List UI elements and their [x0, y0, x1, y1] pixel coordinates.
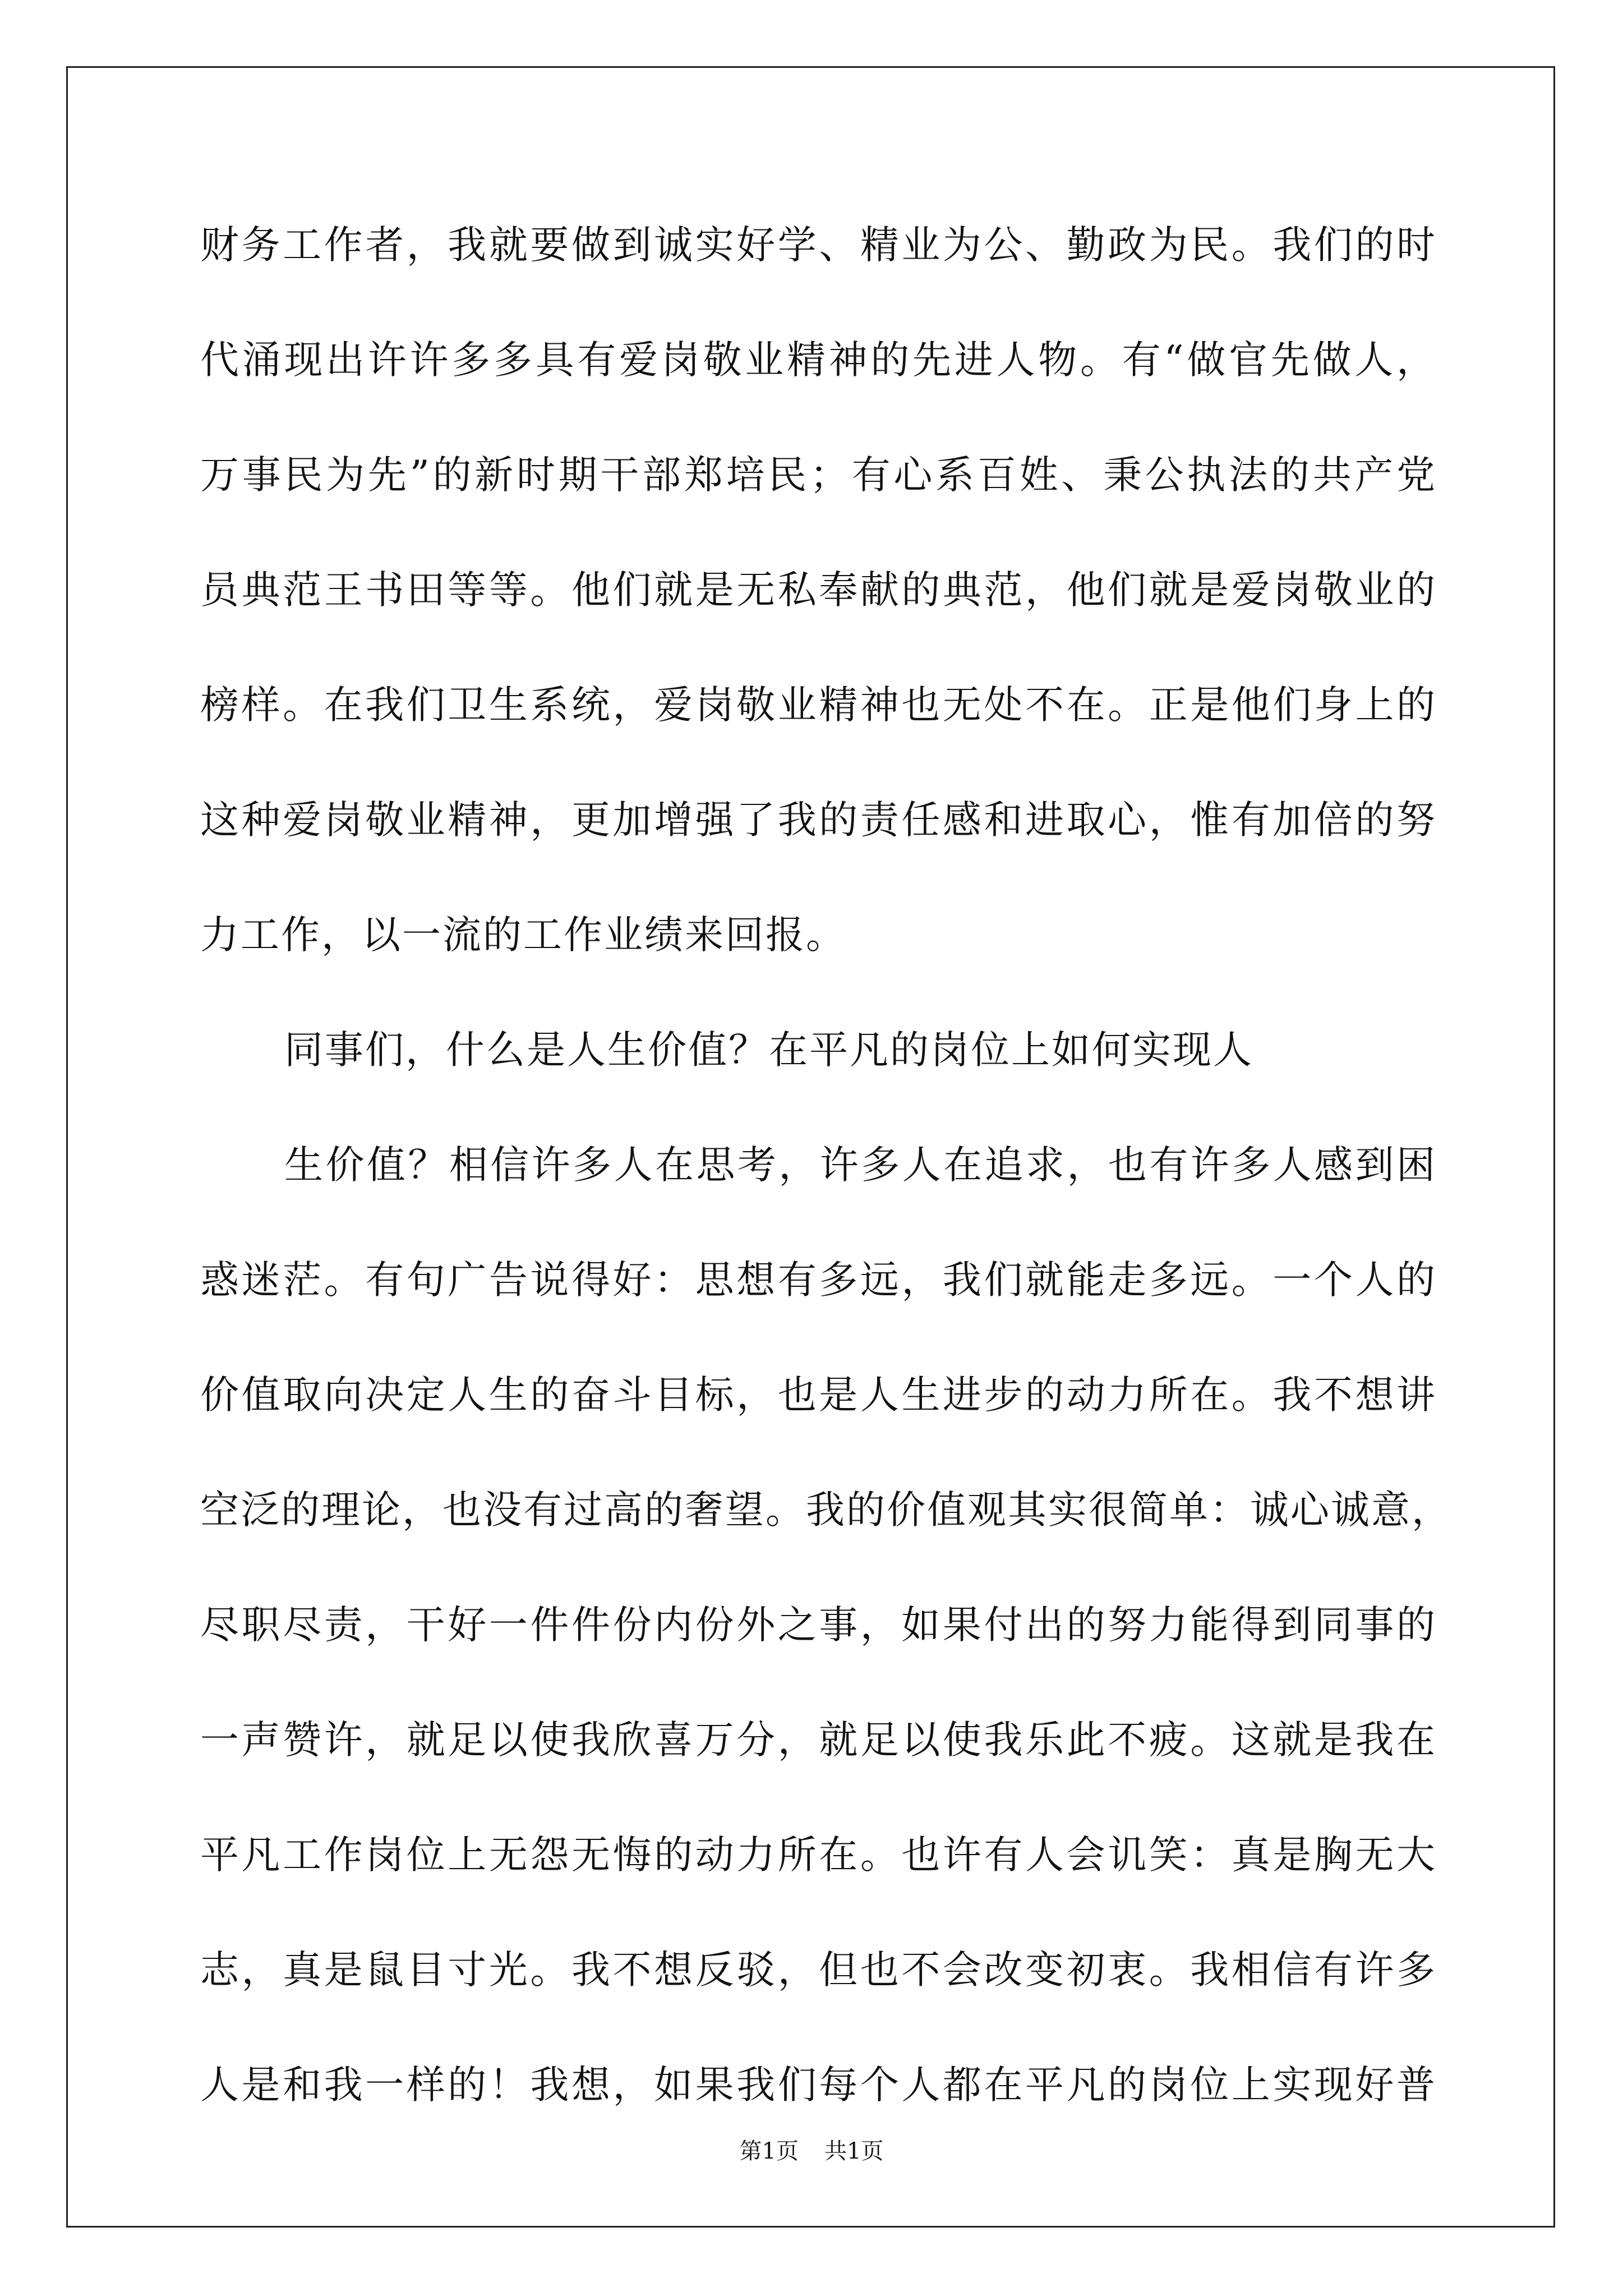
text-line: 人是和我一样的！我想，如果我们每个人都在平凡的岗位上实现好普 — [200, 2063, 1437, 2108]
text-line: 这种爱岗敬业精神，更加增强了我的责任感和进取心，惟有加倍的努 — [200, 798, 1437, 843]
text-line: 员典范王书田等等。他们就是无私奉献的典范，他们就是爱岗敬业的 — [200, 568, 1437, 613]
text-line: 力工作，以一流的工作业绩来回报。 — [200, 913, 846, 958]
page-footer — [0, 2134, 1623, 2168]
text-line: 生价值？相信许多人在思考，许多人在追求，也有许多人感到困 — [284, 1143, 1437, 1188]
text-line: 榜样。在我们卫生系统，爱岗敬业精神也无处不在。正是他们身上的 — [200, 683, 1437, 728]
text-line: 一声赞许，就足以使我欣喜万分，就足以使我乐此不疲。这就是我在 — [200, 1718, 1437, 1763]
text-line: 尽职尽责，干好一件件份内份外之事，如果付出的努力能得到同事的 — [200, 1603, 1437, 1648]
text-line: 空泛的理论，也没有过高的奢望。我的价值观其实很简单：诚心诚意， — [200, 1488, 1452, 1533]
page-number: 第1页 — [739, 2138, 799, 2164]
text-line: 万事民为先”的新时期干部郑培民；有心系百姓、秉公执法的共产党 — [200, 453, 1437, 498]
text-line: 财务工作者，我就要做到诚实好学、精业为公、勤政为民。我们的时 — [200, 223, 1437, 268]
text-line: 价值取向决定人生的奋斗目标，也是人生进步的动力所在。我不想讲 — [200, 1373, 1437, 1418]
page-count: 共1页 — [824, 2138, 884, 2164]
text-line: 同事们，什么是人生价值？在平凡的岗位上如何实现人 — [284, 1028, 1253, 1073]
text-line: 志，真是鼠目寸光。我不想反驳，但也不会改变初衷。我相信有许多 — [200, 1948, 1437, 1993]
text-line: 平凡工作岗位上无怨无悔的动力所在。也许有人会讥笑：真是胸无大 — [200, 1833, 1437, 1878]
text-line: 惑迷茫。有句广告说得好：思想有多远，我们就能走多远。一个人的 — [200, 1258, 1437, 1303]
text-line: 代涌现出许许多多具有爱岗敬业精神的先进人物。有“做官先做人， — [200, 338, 1437, 383]
